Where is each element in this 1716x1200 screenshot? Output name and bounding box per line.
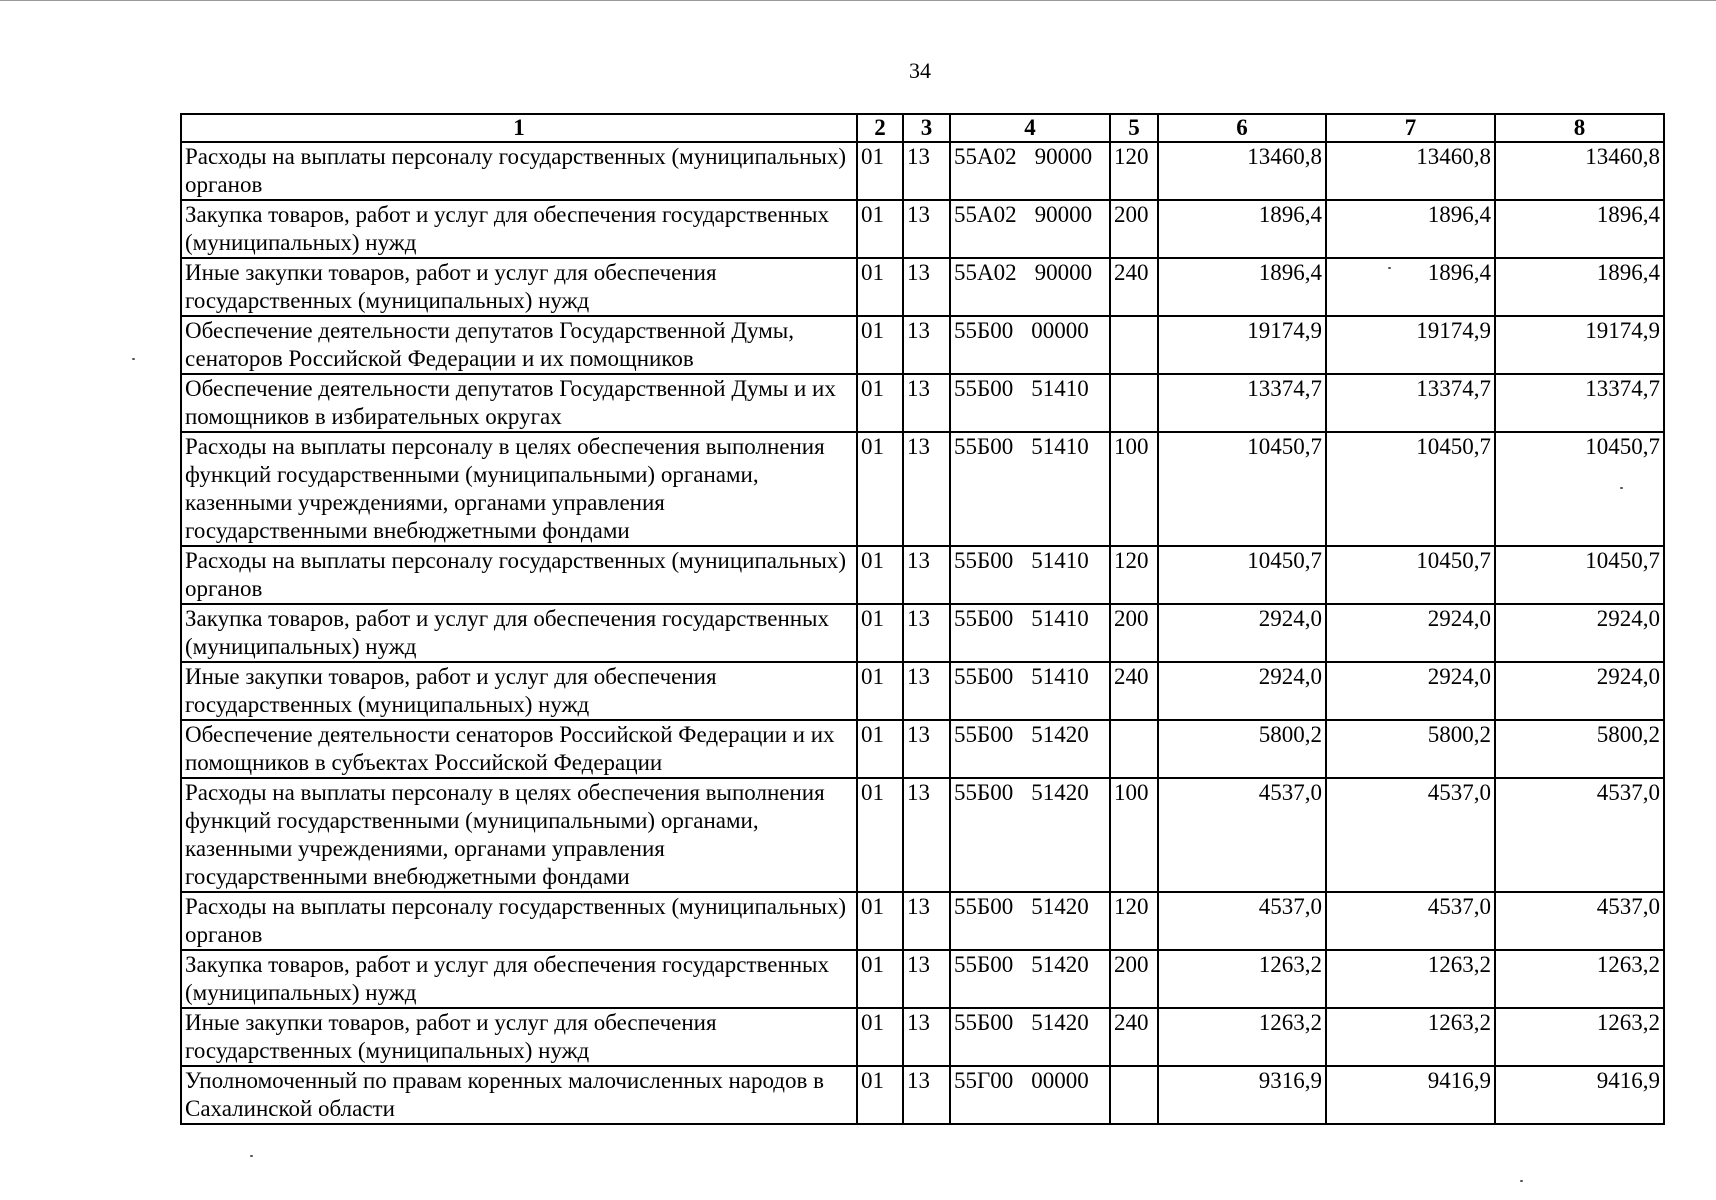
section-code: 01 [857, 142, 903, 200]
table-row [181, 892, 1664, 950]
amount-col-8: 1263,2 [1495, 950, 1664, 1008]
amount-col-7: 2924,0 [1326, 604, 1495, 662]
table-row [181, 720, 1664, 778]
column-header: 1 [181, 114, 857, 142]
table-row [181, 546, 1664, 604]
amount-col-6: 5800,2 [1158, 720, 1326, 778]
table-row [181, 950, 1664, 1008]
row-name: Закупка товаров, работ и услуг для обеспечения государственных (муниципальных) нужд [181, 200, 857, 258]
direction-code: 51410 [1031, 664, 1089, 689]
target-article-code [950, 546, 1110, 604]
table-row [181, 1066, 1664, 1124]
column-header: 8 [1495, 114, 1664, 142]
target-article-code [950, 374, 1110, 432]
row-name: Иные закупки товаров, работ и услуг для обеспечения государственных (муниципальных) нужд [181, 662, 857, 720]
amount-col-8: 13460,8 [1495, 142, 1664, 200]
scan-speck [1620, 487, 1623, 489]
expense-type-code: 100 [1110, 778, 1158, 892]
subsection-code: 13 [903, 662, 950, 720]
section-code: 01 [857, 546, 903, 604]
direction-code: 51420 [1031, 722, 1089, 747]
amount-col-7: 13374,7 [1326, 374, 1495, 432]
amount-col-6: 13374,7 [1158, 374, 1326, 432]
header-row [181, 114, 1664, 142]
target-article-code [950, 662, 1110, 720]
program-code: 55Б00 [954, 434, 1014, 459]
expense-type-code: 120 [1110, 142, 1158, 200]
table-body [181, 142, 1664, 1124]
amount-col-8: 9416,9 [1495, 1066, 1664, 1124]
amount-col-7: 4537,0 [1326, 892, 1495, 950]
section-code: 01 [857, 1008, 903, 1066]
expense-type-code [1110, 720, 1158, 778]
scan-speck [250, 1155, 253, 1157]
program-code: 55Б00 [954, 606, 1014, 631]
direction-code: 51410 [1031, 606, 1089, 631]
row-name: Расходы на выплаты персоналу государственных (муниципальных) органов [181, 892, 857, 950]
section-code: 01 [857, 950, 903, 1008]
expense-type-code [1110, 316, 1158, 374]
row-name: Обеспечение деятельности депутатов Государственной Думы, сенаторов Российской Федерации и их помощников [181, 316, 857, 374]
expense-type-code: 200 [1110, 950, 1158, 1008]
amount-col-6: 19174,9 [1158, 316, 1326, 374]
amount-col-6: 2924,0 [1158, 604, 1326, 662]
subsection-code: 13 [903, 316, 950, 374]
amount-col-7: 1896,4 [1326, 200, 1495, 258]
row-name: Уполномоченный по правам коренных малочисленных народов в Сахалинской области [181, 1066, 857, 1124]
expense-type-code: 240 [1110, 258, 1158, 316]
subsection-code: 13 [903, 546, 950, 604]
table-row [181, 200, 1664, 258]
program-code: 55Б00 [954, 318, 1014, 343]
program-code: 55А02 [954, 202, 1017, 227]
program-code: 55Б00 [954, 894, 1014, 919]
amount-col-8: 2924,0 [1495, 662, 1664, 720]
row-name: Расходы на выплаты персоналу в целях обеспечения выполнения функций государственными (муниципальными) органами, казенными учреждениями, органами управления государственными внебюджетными фондами [181, 778, 857, 892]
column-header: 4 [950, 114, 1110, 142]
section-code: 01 [857, 432, 903, 546]
target-article-code [950, 1066, 1110, 1124]
amount-col-7: 4537,0 [1326, 778, 1495, 892]
amount-col-6: 2924,0 [1158, 662, 1326, 720]
direction-code: 51410 [1031, 548, 1089, 573]
expense-type-code: 200 [1110, 200, 1158, 258]
scan-speck [132, 358, 135, 360]
direction-code: 00000 [1031, 1068, 1089, 1093]
amount-col-8: 4537,0 [1495, 778, 1664, 892]
subsection-code: 13 [903, 950, 950, 1008]
subsection-code: 13 [903, 432, 950, 546]
program-code: 55Б00 [954, 376, 1014, 401]
amount-col-6: 10450,7 [1158, 546, 1326, 604]
section-code: 01 [857, 258, 903, 316]
direction-code: 51420 [1031, 1010, 1089, 1035]
expense-type-code: 120 [1110, 546, 1158, 604]
direction-code: 90000 [1034, 144, 1093, 169]
table-row [181, 142, 1664, 200]
amount-col-8: 1896,4 [1495, 200, 1664, 258]
amount-col-6: 1263,2 [1158, 1008, 1326, 1066]
scan-top-edge [0, 0, 1716, 1]
section-code: 01 [857, 316, 903, 374]
target-article-code [950, 604, 1110, 662]
amount-col-7: 10450,7 [1326, 432, 1495, 546]
section-code: 01 [857, 720, 903, 778]
amount-col-7: 1896,4 [1326, 258, 1495, 316]
program-code: 55Б00 [954, 1010, 1014, 1035]
program-code: 55Б00 [954, 548, 1014, 573]
page-number: 34 [909, 58, 931, 83]
subsection-code: 13 [903, 142, 950, 200]
subsection-code: 13 [903, 604, 950, 662]
scan-speck [1520, 1180, 1523, 1182]
amount-col-7: 2924,0 [1326, 662, 1495, 720]
expense-type-code: 240 [1110, 662, 1158, 720]
direction-code: 90000 [1034, 260, 1093, 285]
target-article-code [950, 432, 1110, 546]
amount-col-7: 13460,8 [1326, 142, 1495, 200]
program-code: 55Б00 [954, 952, 1014, 977]
table-row [181, 316, 1664, 374]
target-article-code [950, 316, 1110, 374]
table-row [181, 778, 1664, 892]
amount-col-6: 4537,0 [1158, 892, 1326, 950]
row-name: Закупка товаров, работ и услуг для обеспечения государственных (муниципальных) нужд [181, 950, 857, 1008]
program-code: 55Г00 [954, 1068, 1014, 1093]
direction-code: 51410 [1031, 434, 1089, 459]
program-code: 55А02 [954, 260, 1017, 285]
amount-col-8: 2924,0 [1495, 604, 1664, 662]
row-name: Расходы на выплаты персоналу государственных (муниципальных) органов [181, 546, 857, 604]
target-article-code [950, 892, 1110, 950]
expense-type-code [1110, 1066, 1158, 1124]
amount-col-7: 1263,2 [1326, 950, 1495, 1008]
section-code: 01 [857, 778, 903, 892]
subsection-code: 13 [903, 1008, 950, 1066]
amount-col-6: 1896,4 [1158, 200, 1326, 258]
direction-code: 90000 [1034, 202, 1093, 227]
amount-col-7: 1263,2 [1326, 1008, 1495, 1066]
amount-col-8: 5800,2 [1495, 720, 1664, 778]
subsection-code: 13 [903, 720, 950, 778]
amount-col-6: 10450,7 [1158, 432, 1326, 546]
amount-col-6: 9316,9 [1158, 1066, 1326, 1124]
row-name: Иные закупки товаров, работ и услуг для обеспечения государственных (муниципальных) нужд [181, 258, 857, 316]
section-code: 01 [857, 374, 903, 432]
section-code: 01 [857, 662, 903, 720]
target-article-code [950, 778, 1110, 892]
amount-col-8: 10450,7 [1495, 432, 1664, 546]
table-row [181, 662, 1664, 720]
expense-type-code: 240 [1110, 1008, 1158, 1066]
expense-type-code: 120 [1110, 892, 1158, 950]
scan-speck [1388, 267, 1391, 269]
target-article-code [950, 142, 1110, 200]
section-code: 01 [857, 200, 903, 258]
amount-col-8: 13374,7 [1495, 374, 1664, 432]
table-row [181, 432, 1664, 546]
subsection-code: 13 [903, 892, 950, 950]
amount-col-8: 10450,7 [1495, 546, 1664, 604]
amount-col-8: 4537,0 [1495, 892, 1664, 950]
amount-col-7: 9416,9 [1326, 1066, 1495, 1124]
subsection-code: 13 [903, 374, 950, 432]
table-row [181, 604, 1664, 662]
row-name: Расходы на выплаты персоналу государственных (муниципальных) органов [181, 142, 857, 200]
row-name: Закупка товаров, работ и услуг для обеспечения государственных (муниципальных) нужд [181, 604, 857, 662]
program-code: 55Б00 [954, 664, 1014, 689]
column-header: 7 [1326, 114, 1495, 142]
program-code: 55А02 [954, 144, 1017, 169]
column-header: 2 [857, 114, 903, 142]
row-name: Обеспечение деятельности депутатов Государственной Думы и их помощников в избирательных округах [181, 374, 857, 432]
subsection-code: 13 [903, 778, 950, 892]
amount-col-7: 10450,7 [1326, 546, 1495, 604]
section-code: 01 [857, 892, 903, 950]
subsection-code: 13 [903, 258, 950, 316]
program-code: 55Б00 [954, 780, 1014, 805]
target-article-code [950, 950, 1110, 1008]
subsection-code: 13 [903, 200, 950, 258]
amount-col-6: 1263,2 [1158, 950, 1326, 1008]
amount-col-8: 19174,9 [1495, 316, 1664, 374]
expense-type-code: 200 [1110, 604, 1158, 662]
amount-col-6: 13460,8 [1158, 142, 1326, 200]
direction-code: 51420 [1031, 952, 1089, 977]
amount-col-6: 1896,4 [1158, 258, 1326, 316]
target-article-code [950, 1008, 1110, 1066]
direction-code: 51420 [1031, 780, 1089, 805]
column-header: 5 [1110, 114, 1158, 142]
column-header: 6 [1158, 114, 1326, 142]
row-name: Обеспечение деятельности сенаторов Российской Федерации и их помощников в субъектах Российской Федерации [181, 720, 857, 778]
amount-col-7: 5800,2 [1326, 720, 1495, 778]
amount-col-7: 19174,9 [1326, 316, 1495, 374]
row-name: Иные закупки товаров, работ и услуг для обеспечения государственных (муниципальных) нужд [181, 1008, 857, 1066]
table-row [181, 374, 1664, 432]
expense-type-code: 100 [1110, 432, 1158, 546]
table-row [181, 258, 1664, 316]
section-code: 01 [857, 604, 903, 662]
program-code: 55Б00 [954, 722, 1014, 747]
direction-code: 00000 [1031, 318, 1089, 343]
target-article-code [950, 720, 1110, 778]
amount-col-6: 4537,0 [1158, 778, 1326, 892]
direction-code: 51420 [1031, 894, 1089, 919]
section-code: 01 [857, 1066, 903, 1124]
table-row [181, 1008, 1664, 1066]
subsection-code: 13 [903, 1066, 950, 1124]
amount-col-8: 1263,2 [1495, 1008, 1664, 1066]
row-name: Расходы на выплаты персоналу в целях обеспечения выполнения функций государственными (муниципальными) органами, казенными учреждениями, органами управления государственными внебюджетными фондами [181, 432, 857, 546]
budget-table [180, 113, 1665, 1125]
column-header: 3 [903, 114, 950, 142]
amount-col-8: 1896,4 [1495, 258, 1664, 316]
target-article-code [950, 258, 1110, 316]
expense-type-code [1110, 374, 1158, 432]
direction-code: 51410 [1031, 376, 1089, 401]
target-article-code [950, 200, 1110, 258]
